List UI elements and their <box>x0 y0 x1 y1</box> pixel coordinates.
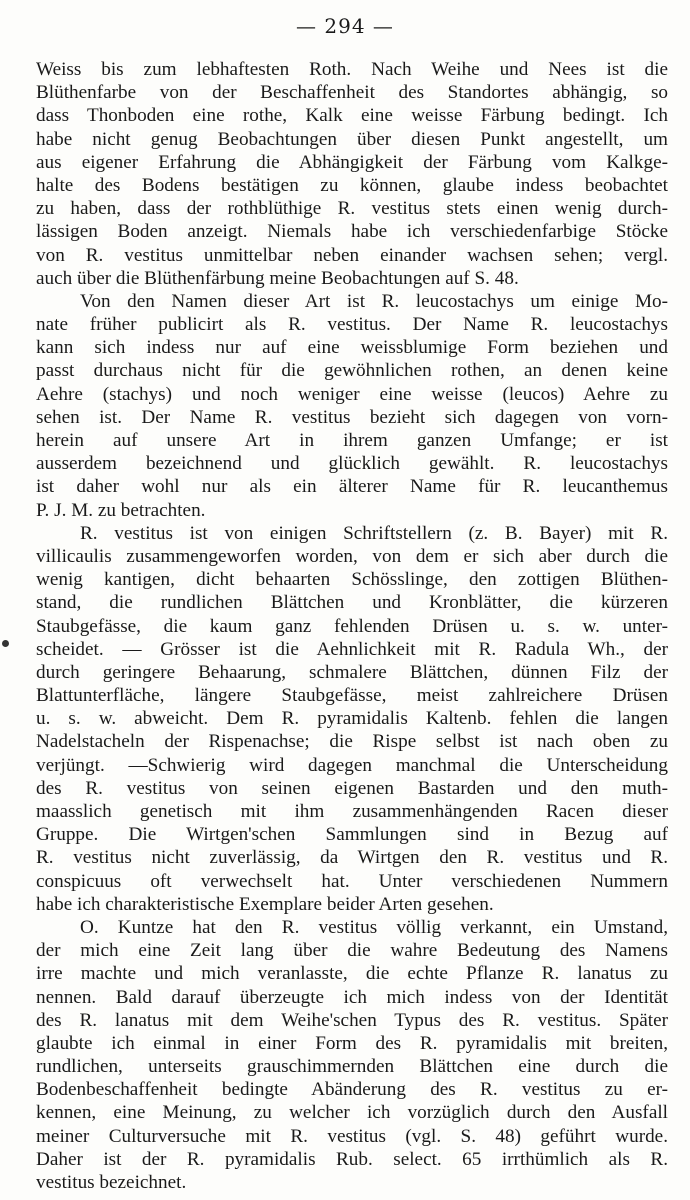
text-line: vestitus bezeichnet. <box>36 1172 187 1193</box>
text-line: verjüngt. —Schwierig wird dagegen manchmal die Unterscheidung <box>36 754 668 776</box>
text-line: scheidet. — Grösser ist die Aehnlichkeit mit R. Radula Wh., der <box>36 638 668 660</box>
text-line: kann sich indess nur auf eine weissblumige Form beziehen und <box>36 337 668 359</box>
text-line: Gruppe. Die Wirtgen'schen Sammlungen sind in Bezug auf <box>36 824 668 846</box>
text-line: Aehre (stachys) und noch weniger eine weisse (leucos) Aehre zu <box>36 383 668 405</box>
text-line: aus eigener Erfahrung die Abhängigkeit der Färbung vom Kalkge- <box>36 151 668 173</box>
text-line: wenig kantigen, dicht behaarten Schösslinge, den zottigen Blüthen- <box>36 569 668 591</box>
text-line: Blüthenfarbe von der Beschaffenheit des Standortes abhängig, so <box>36 82 668 104</box>
text-line: herein auf unsere Art in ihrem ganzen Umfange; er ist <box>36 430 668 451</box>
text-line: ausserdem bezeichnend und glücklich gewählt. R. leucostachys <box>36 453 668 475</box>
text-line: nate früher publicirt als R. vestitus. Der Name R. leucostachys <box>36 314 668 336</box>
text-line: habe ich charakteristische Exemplare beider Arten gesehen. <box>36 893 494 915</box>
text-line: Staubgefässe, die kaum ganz fehlenden Drüsen u. s. w. unter- <box>36 615 668 637</box>
text-line: R. vestitus ist von einigen Schriftstellern (z. B. Bayer) mit R. <box>80 522 668 544</box>
body-text <box>36 58 668 1194</box>
text-line: stand, die rundlichen Blättchen und Kronblätter, die kürzeren <box>36 592 668 614</box>
text-line: der mich eine Zeit lang über die wahre Bedeutung des Namens <box>36 940 668 962</box>
text-line: lässigen Boden anzeigt. Niemals habe ich verschiedenfarbige Stöcke <box>36 221 668 243</box>
text-line: dass Thonboden eine rothe, Kalk eine weisse Färbung bedingt. Ich <box>36 105 668 127</box>
text-line: des R. vestitus von seinen eigenen Bastarden und den muth- <box>36 777 668 799</box>
text-line: kennen, eine Meinung, zu welcher ich vorzüglich durch den Ausfall <box>36 1102 668 1124</box>
text-line: nennen. Bald darauf überzeugte ich mich indess von der Identität <box>36 986 668 1008</box>
text-line: Weiss bis zum lebhaftesten Roth. Nach Weihe und Nees ist die <box>36 59 668 80</box>
page-number: — 294 — <box>296 14 394 38</box>
text-line: sehen ist. Der Name R. vestitus bezieht sich dagegen von vorn- <box>36 406 668 428</box>
text-line: halte des Bodens bestätigen zu können, glaube indess beobachtet <box>36 174 668 196</box>
text-line: Bodenbeschaffenheit bedingte Abänderung des R. vestitus zu er- <box>36 1079 668 1101</box>
text-line: des R. lanatus mit dem Weihe'schen Typus des R. vestitus. Später <box>36 1009 668 1031</box>
text-line: u. s. w. abweicht. Dem R. pyramidalis Kaltenb. fehlen die langen <box>36 708 668 730</box>
text-line: meiner Culturversuche mit R. vestitus (vgl. S. 48) geführt wurde. <box>36 1125 668 1147</box>
text-line: durch geringere Behaarung, schmalere Blättchen, dünnen Filz der <box>36 661 668 683</box>
text-line: zu haben, dass der rothblüthige R. vestitus stets einen wenig durch- <box>36 198 668 220</box>
text-line: O. Kuntze hat den R. vestitus völlig verkannt, ein Umstand, <box>80 916 668 938</box>
text-line: Von den Namen dieser Art ist R. leucostachys um einige Mo- <box>80 290 668 312</box>
text-line: villicaulis zusammengeworfen worden, von dem er sich aber durch die <box>36 545 668 567</box>
text-line: habe nicht genug Beobachtungen über diesen Punkt angestellt, um <box>36 128 668 150</box>
text-line: rundlichen, unterseits grauschimmernden Blättchen eine durch die <box>36 1056 668 1078</box>
text-line: Blattunterfläche, längere Staubgefässe, meist zahlreichere Drüsen <box>36 685 668 707</box>
text-line: Daher ist der R. pyramidalis Rub. select. 65 irrthümlich als R. <box>36 1148 668 1170</box>
text-line: von R. vestitus unmittelbar neben einander wachsen sehen; vergl. <box>36 244 668 266</box>
text-line: glaubte ich einmal in einer Form des R. pyramidalis mit breiten, <box>36 1032 668 1054</box>
text-line: R. vestitus nicht zuverlässig, da Wirtgen den R. vestitus und R. <box>36 847 668 869</box>
text-line: P. J. M. zu betrachten. <box>36 499 206 521</box>
text-line: maasslich genetisch mit ihm zusammenhängenden Racen dieser <box>36 801 668 822</box>
text-line: ist daher wohl nur als ein älterer Name für R. leucanthemus <box>36 476 668 498</box>
text-line: irre machte und mich veranlasste, die echte Pflanze R. lanatus zu <box>36 963 668 985</box>
text-line: auch über die Blüthenfärbung meine Beobachtungen auf S. 48. <box>36 267 519 289</box>
text-line: passt durchaus nicht für die gewöhnlichen rothen, an denen keine <box>36 360 668 382</box>
text-line: Nadelstacheln der Rispenachse; die Rispe selbst ist nach oben zu <box>36 731 668 753</box>
margin-ink-dot <box>2 640 9 647</box>
text-line: conspicuus oft verwechselt hat. Unter verschiedenen Nummern <box>36 870 668 892</box>
